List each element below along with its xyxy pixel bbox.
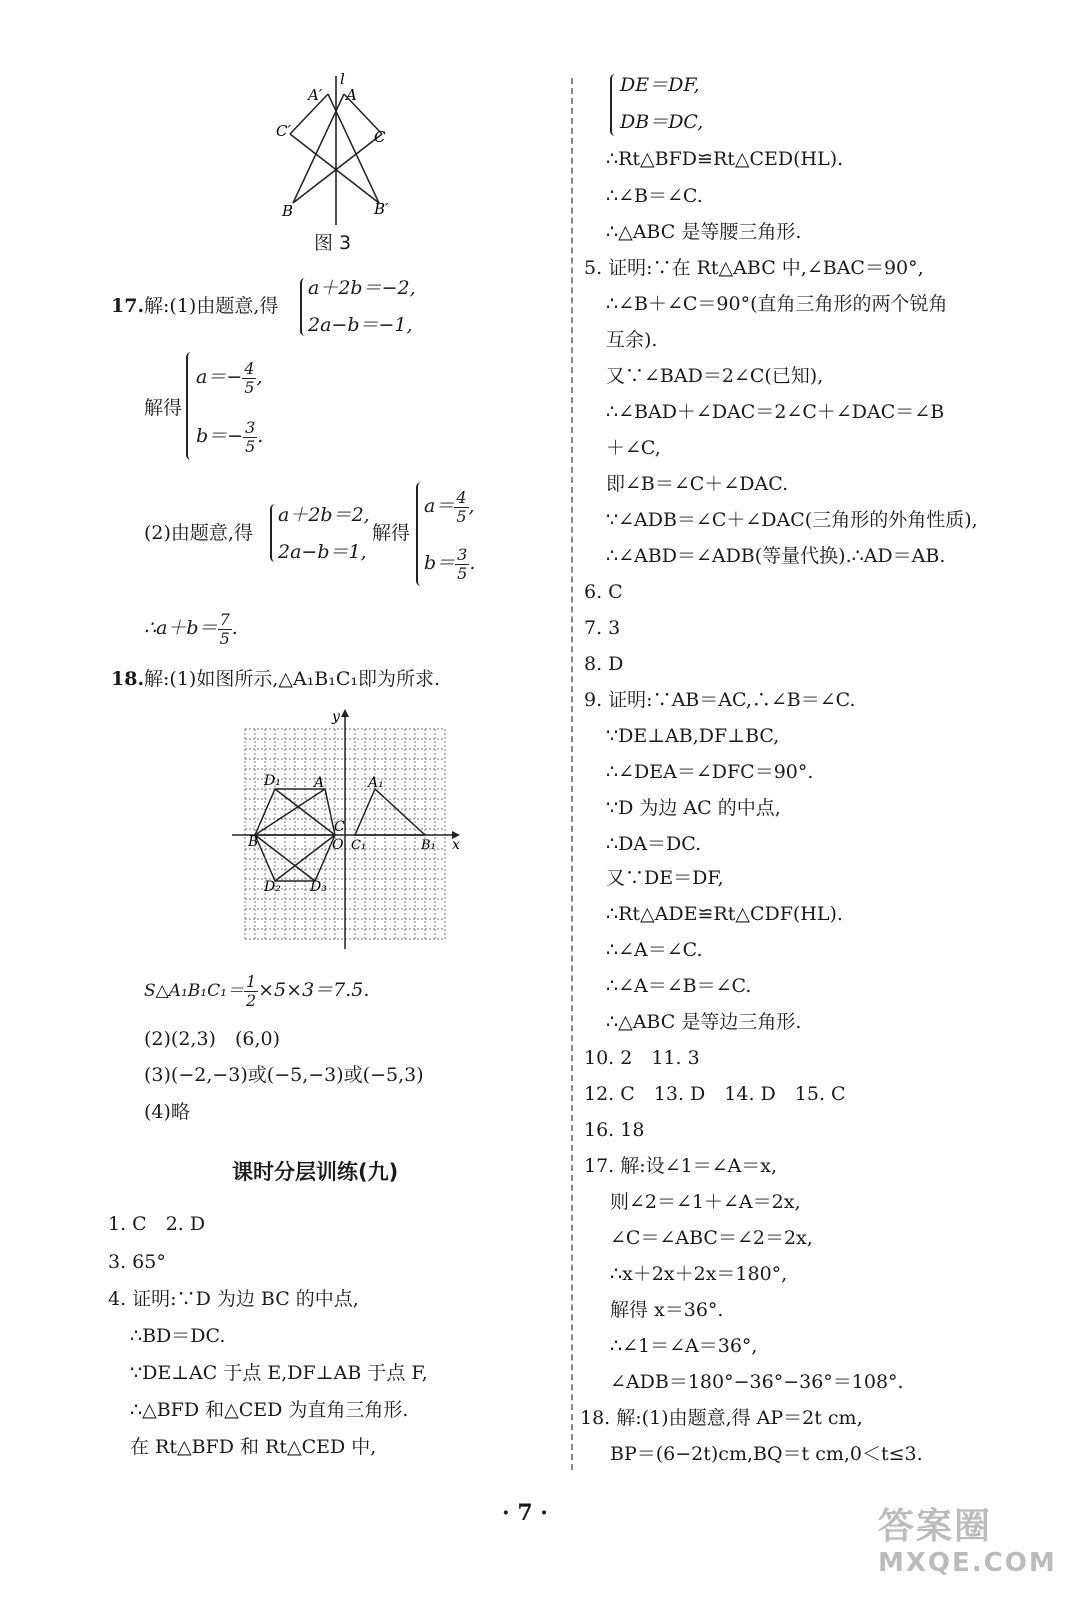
right-line-24: ∴Rt△ADE≌Rt△CDF(HL). [606, 903, 843, 925]
right-line-39: BP＝(6−2t)cm,BQ＝t cm,0＜t≤3. [610, 1443, 923, 1465]
label-b-prime: B′ [374, 200, 389, 218]
right-line-23: 又∵DE＝DF, [606, 867, 724, 889]
right-line-38: 18. 解:(1)由题意,得 AP＝2t cm, [580, 1407, 863, 1429]
right-line-35: 解得 x＝36°. [610, 1299, 724, 1321]
right-line-16: 7. 3 [584, 617, 621, 639]
right-line-30: 16. 18 [584, 1119, 645, 1141]
right-line-7: ∴∠B＋∠C＝90°(直角三角形的两个锐角 [606, 293, 948, 315]
right-line-11: ＋∠C, [606, 437, 661, 459]
right-line-18: 9. 证明:∵AB＝AC,∴∠B＝∠C. [584, 689, 856, 711]
answer-4-head: 4. 证明:∵D 为边 BC 的中点, [108, 1288, 359, 1310]
right-line-12: 即∠B＝∠C＋∠DAC. [606, 473, 789, 495]
right-line-8: 互余). [606, 329, 658, 351]
label-c-prime: C′ [276, 122, 291, 140]
right-line-19: ∵DE⊥AB,DF⊥BC, [606, 725, 780, 747]
q17-eq4: 2a−b＝1, [278, 541, 367, 563]
answer-4-line4: 在 Rt△BFD 和 Rt△CED 中, [130, 1436, 377, 1458]
q17-eq2: 2a−b＝−1, [308, 314, 413, 336]
right-line-31: 17. 解:设∠1＝∠A＝x, [584, 1155, 778, 1177]
triangle-a1b1c1 [355, 789, 425, 835]
q18-part3: (3)(−2,−3)或(−5,−3)或(−5,3) [144, 1064, 424, 1086]
q17-solve-label-2: 解得 [372, 522, 411, 544]
right-line-25: ∴∠A＝∠C. [606, 939, 703, 961]
right-line-33: ∠C＝∠ABC＝∠2＝2x, [610, 1227, 813, 1249]
label-b: B [282, 202, 294, 220]
q17-a2-value: a＝ $\frac{4}{5}$ , [424, 487, 475, 526]
label-b: B [248, 834, 259, 850]
right-line-32: 则∠2＝∠1＋∠A＝2x, [610, 1191, 801, 1213]
q18-area: S△A₁B₁C₁＝ $\frac{1}{2}$ ×5×3＝7.5. [144, 971, 370, 1010]
right-line-20: ∴∠DEA＝∠DFC＝90°. [606, 761, 814, 783]
q18-part2: (2)(2,3) (6,0) [144, 1028, 280, 1050]
q17-number: 17. [111, 295, 145, 317]
label-x: x [452, 837, 460, 853]
q17-solve-label: 解得 [144, 397, 183, 419]
right-brace [610, 74, 620, 136]
right-line-21: ∵D 为边 AC 的中点, [606, 797, 781, 819]
q17-brace-2 [186, 352, 196, 460]
label-a1: A₁ [368, 775, 384, 791]
right-line-13: ∵∠ADB＝∠C＋∠DAC(三角形的外角性质), [606, 509, 978, 531]
column-divider [571, 78, 573, 1470]
q17-eq1: a＋2b＝−2, [308, 277, 416, 299]
right-line-5: ∴△ABC 是等腰三角形. [606, 221, 802, 243]
label-y: y [332, 709, 340, 725]
right-line-15: 6. C [584, 581, 623, 603]
answer-1-2: 1. C 2. D [108, 1213, 206, 1235]
q17-b-value: b＝− $\frac{3}{5}$ . [196, 417, 264, 456]
right-line-4: ∴∠B＝∠C. [606, 185, 703, 207]
right-line-2: DB＝DC, [620, 111, 704, 133]
label-c: C [374, 128, 386, 146]
q17-a-value: a＝− $\frac{4}{5}$ , [196, 358, 263, 397]
label-d2: D₂ [264, 879, 281, 895]
right-line-27: ∴△ABC 是等边三角形. [606, 1011, 802, 1033]
label-b1: B₁ [421, 838, 436, 853]
right-line-3: ∴Rt△BFD≌Rt△CED(HL). [606, 148, 844, 170]
right-line-36: ∴∠1＝∠A＝36°, [610, 1335, 758, 1357]
right-line-1: DE＝DF, [620, 74, 700, 96]
label-c1: C₁ [351, 838, 367, 853]
answer-4-line2: ∵DE⊥AC 于点 E,DF⊥AB 于点 F, [130, 1362, 428, 1384]
label-d1: D₁ [264, 773, 281, 789]
section-title: 课时分层训练(九) [232, 1160, 399, 1184]
watermark-site: MXQE.COM [878, 1548, 1057, 1578]
answer-4-line3: ∴△BFD 和△CED 为直角三角形. [130, 1399, 409, 1421]
label-a-prime: A′ [308, 86, 323, 104]
right-line-34: ∴x＋2x＋2x＝180°, [610, 1263, 788, 1285]
quad-upper [255, 789, 335, 835]
right-line-37: ∠ADB＝180°−36°−36°＝108°. [610, 1371, 904, 1393]
q17-eq3: a＋2b＝2, [278, 504, 370, 526]
right-line-26: ∴∠A＝∠B＝∠C. [606, 975, 752, 997]
right-line-17: 8. D [584, 653, 624, 675]
right-line-29: 12. C 13. D 14. D 15. C [584, 1083, 846, 1105]
q17-sum: ∴a＋b＝ $\frac{7}{5}$ . [144, 609, 238, 648]
q18-part4: (4)略 [144, 1101, 190, 1123]
q18-intro: 解:(1)如图所示,△A₁B₁C₁即为所求. [144, 668, 441, 690]
label-o: O [332, 837, 344, 853]
label-a: A [346, 86, 357, 104]
right-line-9: 又∵∠BAD＝2∠C(已知), [606, 365, 824, 387]
label-d3: D₃ [310, 879, 327, 895]
label-c: C [334, 819, 345, 835]
page-number: · 7 · [502, 1500, 548, 1526]
q18-number: 18. [111, 668, 145, 690]
right-line-14: ∴∠ABD＝∠ADB(等量代换).∴AD＝AB. [606, 545, 946, 567]
answer-3: 3. 65° [108, 1251, 166, 1273]
figure-3-caption: 图 3 [314, 232, 352, 254]
label-l: l [340, 70, 345, 88]
right-line-28: 10. 2 11. 3 [584, 1047, 700, 1069]
figure-3 [270, 70, 420, 255]
q17-part2-intro: (2)由题意,得 [144, 522, 253, 544]
q17-b2-value: b＝ $\frac{3}{5}$ . [424, 544, 476, 583]
label-a: A [314, 775, 325, 791]
watermark-logo: 答案圈 [878, 1506, 993, 1547]
right-line-22: ∴DA＝DC. [606, 833, 702, 855]
coordinate-graph [228, 705, 468, 953]
right-line-10: ∴∠BAD＋∠DAC＝2∠C＋∠DAC＝∠B [606, 401, 945, 423]
q17-intro: 解:(1)由题意,得 [144, 295, 279, 317]
right-line-6: 5. 证明:∵在 Rt△ABC 中,∠BAC＝90°, [584, 257, 924, 279]
answer-4-line1: ∴BD＝DC. [130, 1325, 226, 1347]
